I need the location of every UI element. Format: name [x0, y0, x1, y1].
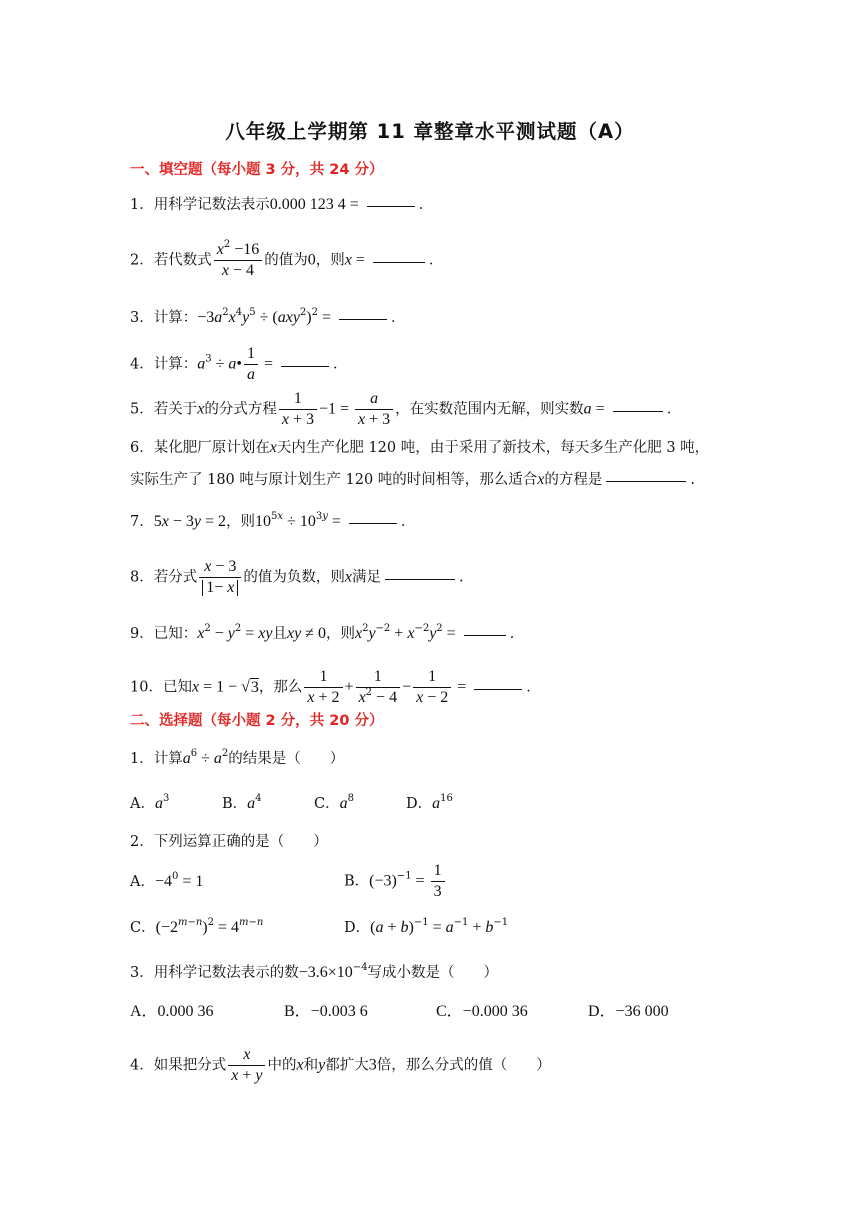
choice-question-2: 2．下列运算正确的是（ ） — [130, 834, 328, 850]
answer-blank — [385, 579, 455, 580]
answer-blank — [367, 206, 415, 207]
option-1a: A．$a^3$ — [130, 793, 170, 812]
answer-blank — [339, 319, 387, 320]
section-multiple-choice-heading: 二、选择题（每小题 2 分，共 20 分） — [130, 713, 384, 729]
question-10: 10．已知x = 1 − √3，那么 $\frac{1}{x + 2}$ + $\frac{1}{x^2 - 4}$ − $\frac{1}{x - 2}$ = ． — [130, 668, 541, 706]
section-fill-in-heading: 一、填空题（每小题 3 分，共 24 分） — [130, 162, 384, 178]
choice-question-4: 4．如果把分式 $\frac{x}{x + y}$ 中的x和y都扩大3倍，那么分式的值（ ） — [130, 1046, 551, 1084]
fraction: $\frac{1}{x^2 - 4}$ — [356, 668, 401, 707]
answer-blank — [613, 411, 663, 412]
fraction: $\frac{a}{x + 3}$ — [355, 390, 393, 429]
fraction: $\frac{x - 3}{1- x}$ — [199, 558, 241, 597]
question-1: 1．用科学记数法表示0.000 123 4 = ． — [130, 196, 434, 213]
option-1d: D．$a^{16}$ — [406, 793, 453, 812]
option-2b: B．$(-3)^{-1}$ = $\frac{1}{3}$ — [344, 862, 447, 901]
question-2: 2．若代数式 $\frac{x^2 -16}{x - 4}$ 的值为0，则x = ． — [130, 239, 444, 279]
answer-blank — [349, 523, 397, 524]
answer-blank — [606, 481, 686, 482]
option-3a: A．0.000 36 — [130, 1003, 214, 1020]
fraction: $\frac{1}{x - 2}$ — [413, 668, 451, 707]
question-3: 3．计算：$-3a^2x^4y^5 \div (axy^2)^2$ = ． — [130, 307, 406, 326]
question-5: 5．若关于x的分式方程 $\frac{1}{x + 3}$ −1 = $\frac{a}{x + 3}$ ，在实数范围内无解，则实数a = ． — [130, 390, 682, 428]
question-6-line-1: 6．某化肥厂原计划在x天内生产化肥 120 吨，由于采用了新技术，每天多生产化肥 3 吨， — [130, 439, 710, 456]
fraction: $\frac{x}{x + y}$ — [228, 1046, 265, 1085]
page-title: 八年级上学期第 11 章整章水平测试题（A） — [225, 120, 635, 143]
question-8: 8．若分式 $\frac{x - 3}{1- x}$ 的值为负数，则x满足 . — [130, 558, 464, 596]
option-3c: C．−0.000 36 — [436, 1003, 528, 1020]
option-3d: D．−36 000 — [588, 1003, 669, 1020]
fraction: $\frac{1}{a}$ — [244, 345, 258, 384]
choice-question-3: 3．用科学记数法表示的数$-3.6\times 10^{-4}$写成小数是（ ） — [130, 962, 499, 981]
question-9: 9．已知：$x^2 - y^2$ = xy且xy ≠ 0，则$x^2y^{-2} + x^{-2}y^2$ = ． — [130, 623, 525, 642]
number-value: 0.000 123 4 — [269, 196, 346, 213]
question-6-line-2: 实际生产了 180 吨与原计划生产 120 吨的时间相等，那么适合x的方程是 . — [130, 471, 696, 488]
choice-question-1: 1．计算$a^6 \div a^2$的结果是（ ） — [130, 748, 345, 767]
option-2d: D．$(a + b)^{-1} = a^{-1} + b^{-1}$ — [344, 917, 509, 936]
fraction: $\frac{1}{x + 2}$ — [304, 668, 342, 707]
fraction: $\frac{x^2 -16}{x - 4}$ — [214, 241, 263, 280]
question-7: 7．5x − 3y = 2，则$10^{5x} \div 10^{3y}$ = ． — [130, 511, 416, 530]
option-1c: C．$a^8$ — [314, 793, 354, 812]
answer-blank — [373, 262, 425, 263]
option-3b: B．−0.003 6 — [284, 1003, 368, 1020]
answer-blank — [474, 689, 522, 690]
fraction: $\frac{1}{3}$ — [431, 862, 445, 901]
option-2a: A．$-4^0 = 1$ — [130, 871, 204, 890]
option-2c: C．$(-2^{m-n})^2 = 4^{m-n}$ — [130, 917, 264, 936]
answer-blank — [281, 366, 329, 367]
answer-blank — [464, 635, 506, 636]
fraction: $\frac{1}{x + 3}$ — [279, 390, 317, 429]
question-4: 4．计算：$a^3$ ÷ a• $\frac{1}{a}$ = ． — [130, 345, 348, 383]
option-1b: B．$a^4$ — [222, 793, 262, 812]
